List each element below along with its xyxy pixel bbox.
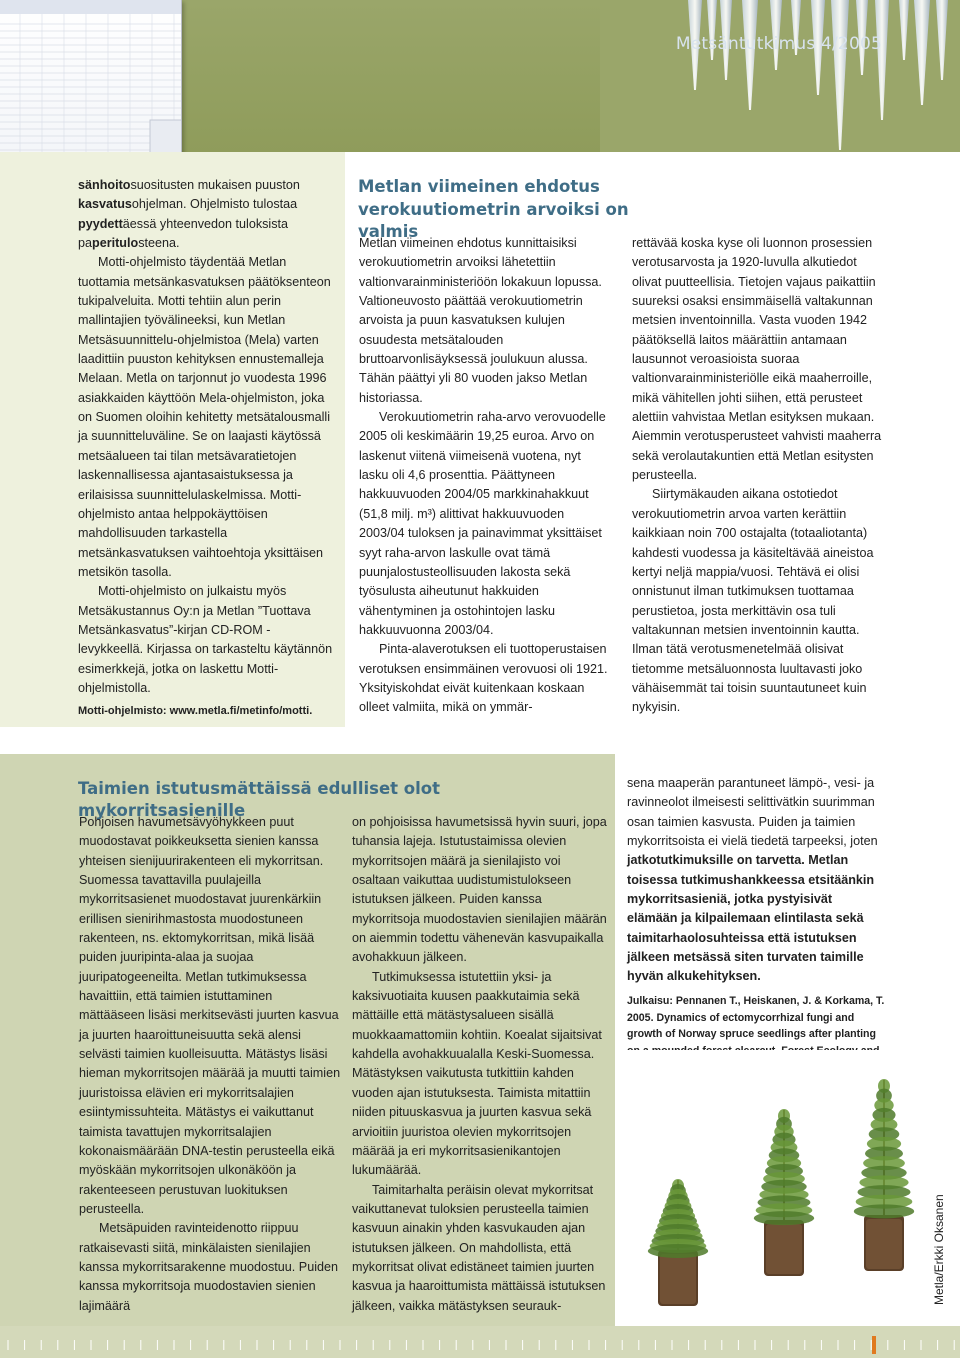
text-fragment: äessä yhteenvedon tuloksista pa — [78, 216, 289, 251]
motti-reference-link[interactable]: Motti-ohjelmisto: www.metla.fi/metinfo/motti. — [78, 705, 313, 718]
text-fragment: sena maaperän parantuneet lämpö-, vesi- ja ravinneolot ilmeisesti selittivätkin suurimman osan taimien kasvusta. Puiden ja taimien mykorritsoista ei vielä tiedetä tarpeeksi, joten — [627, 776, 878, 849]
tax-paragraph: rettävää koska kyse oli luonnon prosessien verotusarvosta ja 1920-luvulla alkutiedot olivat puutteellisia. Tietojen vajaus paikattiin suureksi osaksi ensimmäisellä valtakunnan metsien inventoinnilla. Vasta vuoden 1942 päätöksellä laitos määrättiin antamaan lausunnot veroasioista suoraa valtionvarainministeriölle eikä maaherroille, mikä vähitellen johti siihen, että perusteet alettiin vahvistaa Metlan esityksen mukaan. Aiemmin verotusperusteet vahvisti maaherra sekä verolautakuntien että Metlan esitysten perusteella. — [632, 236, 882, 483]
emph-fragment: kasvatus — [78, 197, 132, 212]
mycorrhiza-paragraph: Taimitarhalta peräisin olevat mykorritsat vaikuttanevat tuloksien perusteella taimien kasvuun ainakin yhden kasvukauden ajan istutuksen jälkeen. On mahdollista, että mykorritsat olivat edistäneet taimien juurten kasvua ja haaroittumista mättäissä istutuksen jälkeen, vaikka mätästyksen seurauk- — [352, 1182, 606, 1313]
tax-article-column-2 — [632, 234, 882, 718]
tax-paragraph: Metlan viimeinen ehdotus kunnittaisiksi verokuutiometrin arvoiksi lähetettiin valtionvarainministeriöön lokakuun lopussa. Valtioneuvosto päättää verokuutiometrin arvoista ja puun kasvatuksen kulujen osuudesta metsätalouden bruttoarvonlisäyksessä joulukuun alussa. Tähän päättyi yli 80 vuoden jakso Metlan historiassa. — [359, 236, 602, 405]
mycorrhiza-paragraph: Metsäpuiden ravinteidenotto riippuu ratkaisevasti siitä, minkälaisten sienilajien kanssa mykorritsarakenne muodostuu. Puiden kanssa mykorritsoja muodostavien sienien lajimäärä — [79, 1221, 339, 1313]
mycorrhiza-paragraph: Pohjoisen havumetsävyöhykkeen puut muodostavat poikkeuksetta sienien kanssa yhteisen sienijuurirakenteen eli mykorritsan. Suomessa tavattavilla puulajeilla mykorritsasienet muodostavat juurenkärkiin erillisen sienirihmastosta muodostuneen rakenteen, ns. ektomykorritsan, mikä lisää puiden juuripinta-alaa ja suojaa juuripatogeeneilta. Metlan tutkimuksessa havaittiin, että taimien istuttaminen mättääseen lisäsi merkitsevästi juurten kasvua ja juurten haaroittuneisuutta sekä alensi selvästi taimien kuolleisuutta. Mätästys lisäsi hieman mykorritsojen määrää ja muutti taimien juuristoissa elävien eri mykorritsalajien esiintymissuhteita. Mätästys ei vaikuttanut taimista tavattujen mykorritsalajien kokonaismäärään DNA-testin perusteella eikä myöskään mykorritsojen ulkonäköön ja rakenteeseen perustuvan luokituksen perusteella. — [79, 815, 341, 1216]
highlight-fragment: jatkotutkimuksille on tarvetta. Metlan toisessa tutkimushankkeessa etsitäänkin mykorritsasieniä, jotka pystyisivät elämään ja kilpailemaan elintilasta sekä taimitarhaolosuhteissa että istutuksen jälkeen metsässä siten turvaten taimille hyvän alkukehityksen. — [627, 853, 875, 984]
emph-fragment: sänhoito — [78, 178, 131, 192]
text-fragment: suositusten mukaisen puuston — [130, 178, 300, 192]
tax-paragraph: Siirtymäkauden aikana ostotiedot verokuutiometrin arvoa varten kerättiin kaikkiaan noin 700 ostajalta (totaaliotanta) kahdesti vuodessa ja käsiteltävää aineistoa kertyi neljä mappia/vuosi. Tehtävä ei olisi onnistunut ilman tutkimuksen tuottamaa perustietoa, josta merkittävin osa tuli valtakunnan metsien inventoinnin kautta. Ilman tätä verotusmenetelmää olisivat tietomme metsäluonnosta luultavasti joko vähäisemmät tai toisin suuntautuneet kuin nykyisin. — [632, 487, 874, 715]
mycorrhiza-column-3 — [627, 774, 885, 1077]
tax-article-column-1 — [359, 234, 609, 718]
text-fragment: steena. — [138, 236, 180, 251]
tax-article-heading: Metlan viimeinen ehdotus verokuutiometrin arvoiksi on valmis — [358, 177, 629, 241]
tax-paragraph: Pinta-alaverotuksen eli tuottoperustaisen verotuksen ensimmäinen verovuosi oli 1921. Yksityiskohdat eivät kuitenkaan koskaan olleet valmiita, mikä on ymmär- — [359, 642, 608, 715]
emph-fragment: peritulo — [92, 236, 139, 251]
bottom-ruler-strip — [0, 1326, 960, 1358]
page-number: 7 — [868, 1288, 877, 1305]
motti-paragraph-2: Motti-ohjelmisto täydentää Metlan tuottamia metsänkasvatuksen päätöksenteon tukipalveluita. Motti tehtiin alun perin mallintajien työvälineeksi, kun Metlan Metsäsuunnittelu-ohjelmistoa (Mela) varten laadittiin puuston kehityksen ennustemalleja Melaan. Metla on tarjonnut jo vuodesta 1996 asiakkaiden käyttöön Mela-ohjelmiston, joka on Suomen oloihin kehitetty metsätalousmalli ja suunnitteluväline. Se on laajasti käytössä metsäalueen tai tilan metsävaratietojen laskennallisessa ajantasaistuksessa ja erilaisissa suunnittelulaskelmissa. Motti-ohjelmisto antaa helppokäyttöisen mahdollisuuden tarkastella metsänkasvatuksen vaihtoehtoja yksittäisen metsikön tasolla. — [78, 255, 331, 579]
mycorrhiza-paragraph — [627, 774, 885, 987]
photo-credit: Metla/Erkki Oksanen — [932, 1194, 946, 1305]
running-head: Metsäntutkimus 4/2005 — [675, 34, 882, 54]
mycorrhiza-paragraph: Tutkimuksessa istutettiin yksi- ja kaksivuotiaita kuusen paakkutaimia sekä mättäille että mätästysalueen sisällä muokkaamattomiin kohtiin. Koealat sijaitsivat kahdella avohakkuualalla Keski-Suomessa. Mätästyksen vaikutusta tutkittiin kahden vuoden ajan istutuksesta. Taimista mitattiin niiden pituuskasvua ja juurten kasvua sekä arvioitiin juuristoa olevien mykorritsojen määrää ja eri mykorritsasienikantojen lukumäärää. — [352, 969, 602, 1178]
spruce-seedlings-image — [616, 1050, 960, 1326]
mycorrhiza-article-heading: Taimien istutusmättäissä edulliset olot mykorritsasienille — [78, 779, 441, 820]
publication-citation: Julkaisu: Pennanen T., Heiskanen, J. & Korkama, T. 2005. Dynamics of ectomycorrhizal fungi and growth of Norway spruce seedlings after planting — [627, 994, 885, 1041]
mycorrhiza-column-2 — [352, 813, 607, 1316]
tax-paragraph: Verokuutiometrin raha-arvo verovuodelle 2005 oli keskimäärin 19,25 euroa. Arvo on laskenut viitenä viimeisenä vuotena, nyt lasku oli 4,6 prosenttia. Päättyneen hakkuuvuoden 2004/05 markkinahakkuut (51,8 milj. m³) alittivat hakkuuvuoden 2003/04 tuloksen ja painavimmat yksittäiset syyt raha-arvon laskulle ovat tämä puunjalostusteollisuuden lakosta sekä työsulusta aiheutunut hakkuiden vähentyminen ja ostohintojen lasku hakkuuvuonna 2003/04. — [359, 410, 606, 637]
motti-paragraph-3: Motti-ohjelmisto on julkaistu myös Metsäkustannus Oy:n ja Metlan ”Tuottava Metsänkasvatus”-kirjan CD-ROM -levykkeellä. Kirjassa on tarkasteltu käytännön esimerkkejä, jotka on laskettu Motti-ohjelmistolla. — [78, 584, 333, 695]
motti-article-column — [78, 176, 334, 722]
emph-fragment: pyydett — [78, 216, 123, 231]
text-fragment: ohjelman. Ohjelmisto tulostaa — [131, 197, 298, 212]
motti-paragraph-1 — [78, 176, 334, 253]
mycorrhiza-column-1 — [79, 813, 341, 1316]
mycorrhiza-paragraph: on pohjoisissa havumetsissä hyvin suuri, jopa tuhansia lajeja. Istutustaimissa olevien mykorritsojen määrä ja sienilajisto voi osaltaan vaikuttaa uudistumistulokseen istutuksen jälkeen. Puiden kanssa mykorritsoja muodostavien sienilajien määrän on aiemmin todettu vähenevän kasvupaikalla avohakkuun jälkeen. — [352, 815, 607, 965]
